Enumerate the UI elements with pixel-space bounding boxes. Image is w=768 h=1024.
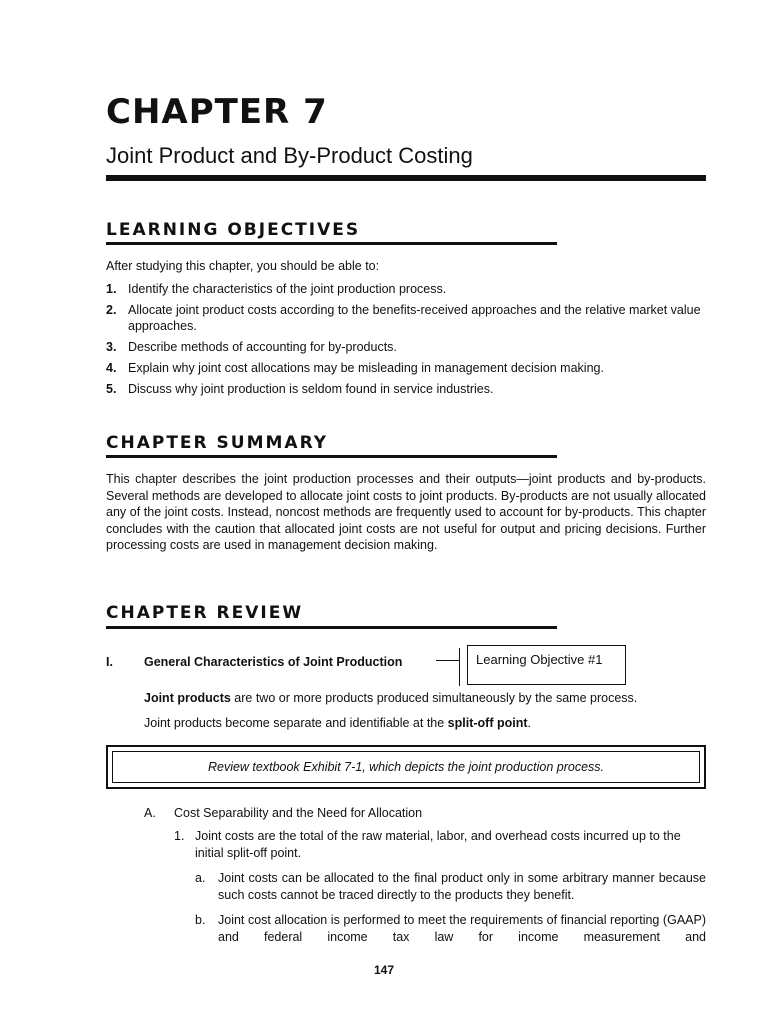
objective-number: 4. xyxy=(106,361,117,375)
section-title: General Characteristics of Joint Production xyxy=(144,655,403,669)
outline-text-1: Joint costs are the total of the raw material, labor, and overhead costs incurred up to the initial split-off point. xyxy=(195,829,681,860)
objective-text: Explain why joint cost allocations may be misleading in management decision making. xyxy=(128,361,604,375)
objective-number: 1. xyxy=(106,282,117,296)
objective-number: 5. xyxy=(106,382,117,396)
outline-label-1: 1. xyxy=(174,829,185,843)
chapter-review-heading: CHAPTER REVIEW xyxy=(106,603,304,623)
objective-number: 3. xyxy=(106,340,117,354)
chapter-summary-rule xyxy=(106,455,557,458)
learning-objectives-rule xyxy=(106,242,557,245)
split-off-term: split-off point xyxy=(447,716,528,730)
split-off-paragraph xyxy=(144,716,531,730)
outline-heading-a: Cost Separability and the Need for Allocation xyxy=(174,806,423,820)
outline-label-b-sub: b. xyxy=(195,913,206,927)
objective-text: Allocate joint product costs according to the benefits-received approaches and the relative market value approaches. xyxy=(128,303,701,333)
objective-item xyxy=(106,360,706,376)
learning-objectives-heading: LEARNING OBJECTIVES xyxy=(106,220,361,240)
objective-item xyxy=(106,302,706,334)
connector-line xyxy=(436,660,459,661)
connector-bracket xyxy=(459,648,460,686)
split-off-lead: Joint products become separate and identifiable at the xyxy=(144,716,448,730)
objective-text: Describe methods of accounting for by-products. xyxy=(128,340,397,354)
chapter-summary-heading: CHAPTER SUMMARY xyxy=(106,433,329,453)
outline-label-a: A. xyxy=(144,806,156,820)
outline-label-a-sub: a. xyxy=(195,871,206,885)
objective-item xyxy=(106,281,706,297)
review-callout-box xyxy=(106,745,706,789)
outline-text-a-sub: Joint costs can be allocated to the final product only in some arbitrary manner because such costs cannot be traced directly to the products they benefit. xyxy=(218,871,706,902)
objective-text: Identify the characteristics of the joint production process. xyxy=(128,282,447,296)
split-off-end: . xyxy=(527,716,531,730)
chapter-subtitle: Joint Product and By-Product Costing xyxy=(106,143,473,168)
chapter-review-rule xyxy=(106,626,557,629)
joint-products-term: Joint products xyxy=(144,691,231,705)
joint-products-definition xyxy=(144,691,637,705)
objectives-list xyxy=(106,281,706,402)
chapter-summary-text: This chapter describes the joint production processes and their outputs—joint products and by-products. Several methods are developed to allocate joint costs to joint products. By-products are not usually allocated any of the joint costs. Instead, noncost methods are frequently used to account for by-products. This chapter concludes with the caution that allocated joint costs are not useful for output and pricing decisions. Further processing costs are used in management decision making. xyxy=(106,472,706,552)
chapter-title: CHAPTER 7 xyxy=(106,92,328,132)
objective-item xyxy=(106,381,706,397)
objective-item xyxy=(106,339,706,355)
learning-objective-box: Learning Objective #1 xyxy=(467,645,626,685)
title-divider xyxy=(106,175,706,181)
page-number: 147 xyxy=(373,963,395,977)
objective-text: Discuss why joint production is seldom found in service industries. xyxy=(128,382,494,396)
outline-text-b-sub: Joint cost allocation is performed to meet the requirements of financial reporting (GAAP) and federal income tax law for income measurement and xyxy=(218,913,706,944)
objectives-intro: After studying this chapter, you should be able to: xyxy=(106,259,380,273)
section-number: I. xyxy=(106,655,113,669)
review-callout-text: Review textbook Exhibit 7-1, which depicts the joint production process. xyxy=(112,751,700,783)
joint-products-desc: are two or more products produced simultaneously by the same process. xyxy=(230,691,638,705)
objective-number: 2. xyxy=(106,303,117,317)
